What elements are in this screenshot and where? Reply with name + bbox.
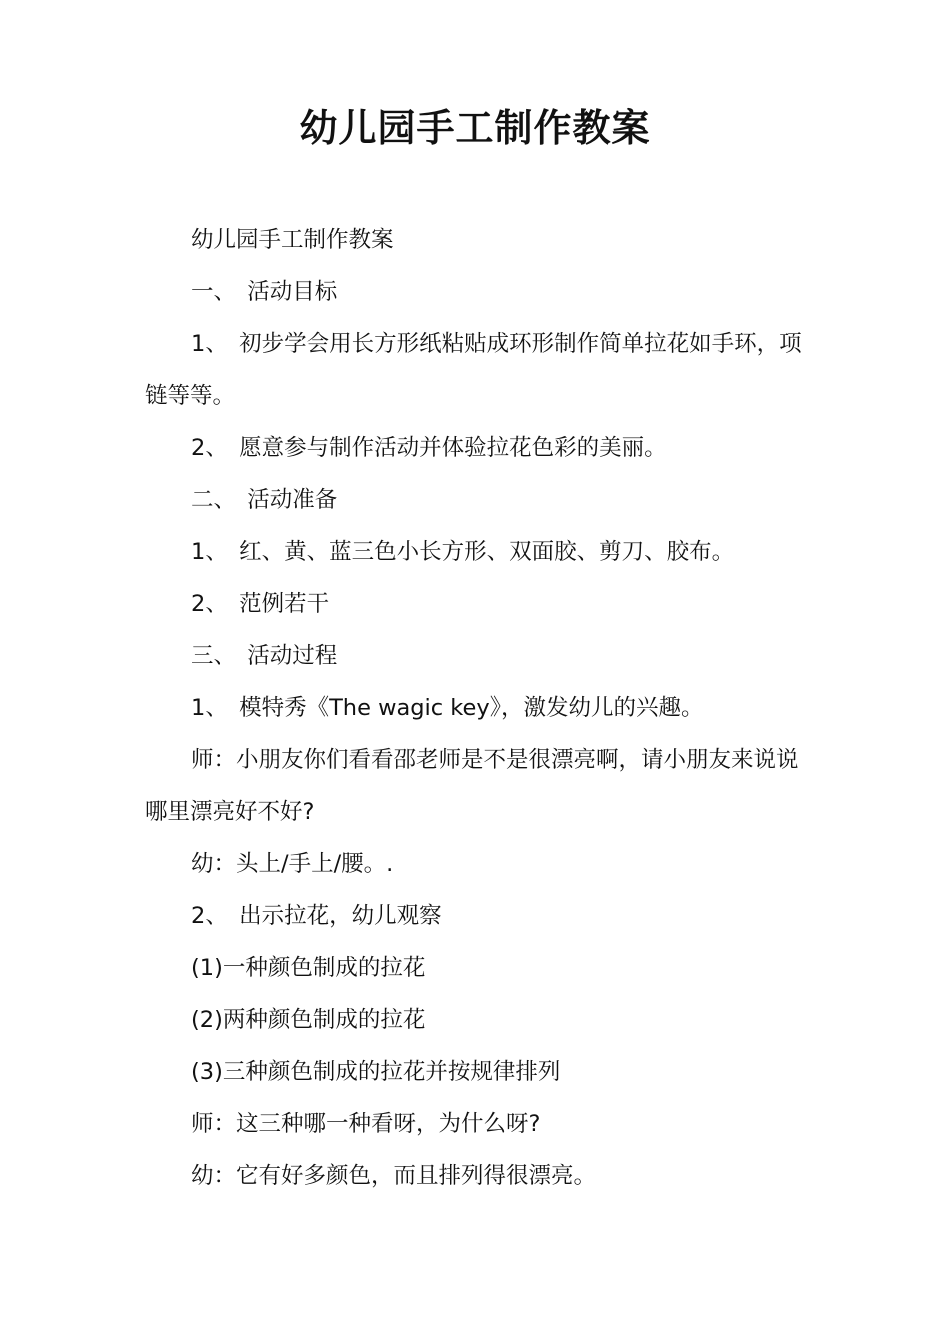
sub-item-3: (3)三种颜色制成的拉花并按规律排列 (191, 1059, 561, 1085)
teacher-line-1: 师：小朋友你们看看邵老师是不是很漂亮啊，请小朋友来说说哪里漂亮好不好? (145, 747, 799, 825)
process-item-1: 1、 模特秀《The wagic key》，激发幼儿的兴趣。 (191, 695, 704, 721)
sub-item-1: (1)一种颜色制成的拉花 (191, 955, 426, 981)
section-heading-preparation: 二、 活动准备 (191, 487, 338, 513)
paragraph-subtitle: 幼儿园手工制作教案 (191, 227, 394, 253)
process-item-2: 2、 出示拉花，幼儿观察 (191, 903, 442, 929)
section-heading-process: 三、 活动过程 (191, 643, 338, 669)
document-title: 幼儿园手工制作教案 (299, 106, 651, 150)
child-line-1: 幼：头上/手上/腰。. (191, 851, 394, 877)
goal-item-2: 2、 愿意参与制作活动并体验拉花色彩的美丽。 (191, 435, 667, 461)
preparation-item-1: 1、 红、黄、蓝三色小长方形、双面胶、剪刀、胶布。 (191, 539, 735, 565)
teacher-line-2: 师：这三种哪一种看呀，为什么呀? (191, 1111, 541, 1137)
document-body (145, 214, 815, 1202)
section-heading-goals: 一、 活动目标 (191, 279, 338, 305)
preparation-item-2: 2、 范例若干 (191, 591, 330, 617)
sub-item-2: (2)两种颜色制成的拉花 (191, 1007, 426, 1033)
goal-item-1: 1、 初步学会用长方形纸粘贴成环形制作简单拉花如手环，项链等等。 (145, 331, 802, 409)
child-line-2: 幼：它有好多颜色，而且排列得很漂亮。 (191, 1163, 597, 1189)
